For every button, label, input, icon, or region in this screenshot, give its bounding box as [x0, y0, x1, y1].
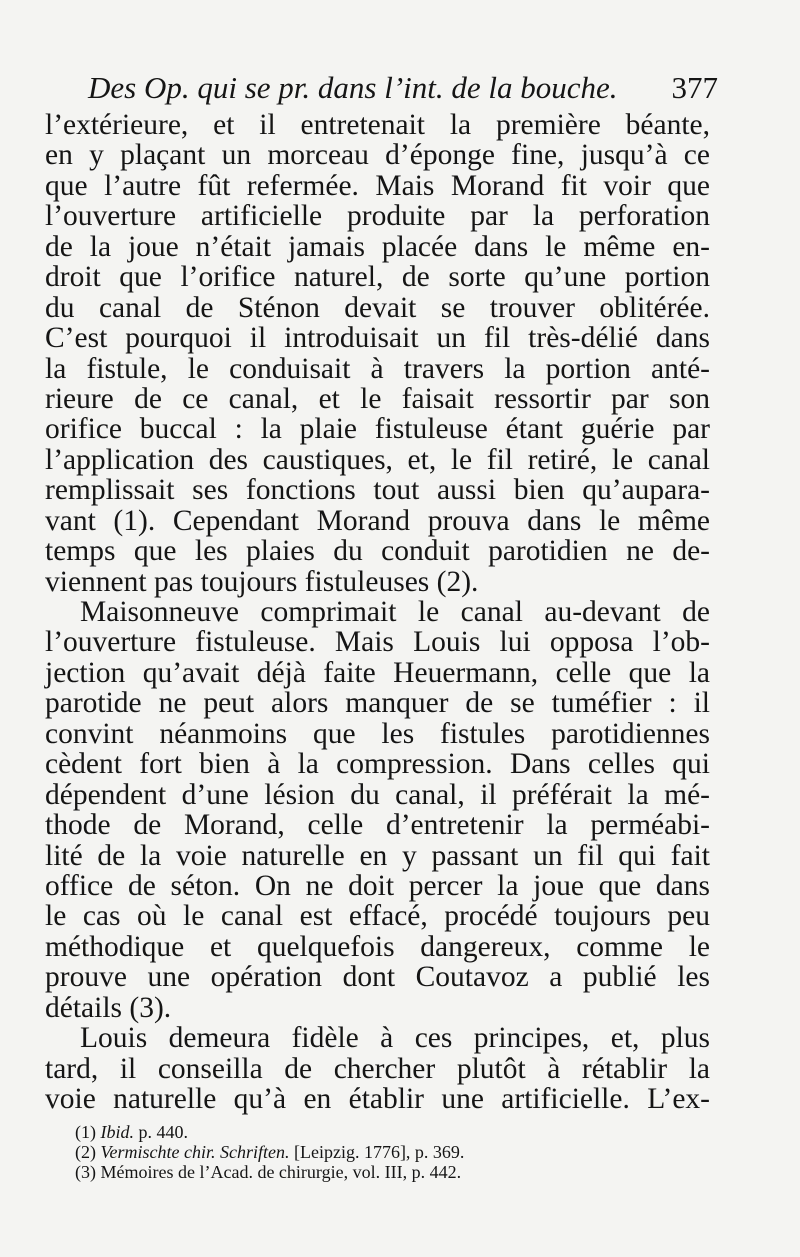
text-line: l’ouverture fistuleuse. Mais Louis lui opposa l’ob- [45, 626, 710, 659]
text-line: détails (3). [45, 991, 172, 1024]
text-line: thode de Morand, celle d’entretenir la perméabi- [45, 809, 710, 842]
footnote-mark: (2) [75, 1142, 96, 1162]
text-line: remplissait ses fonctions tout aussi bien qu’aupara- [45, 474, 710, 507]
footnote-text: p. 440. [134, 1122, 188, 1142]
text-line: jection qu’avait déjà faite Heuermann, celle que la [45, 656, 710, 689]
text-line: l’ouverture artificielle produite par la perforation [45, 200, 710, 233]
text-line: parotide ne peut alors manquer de se tuméfier : il [45, 687, 710, 720]
text-line: le cas où le canal est effacé, procédé toujours peu [45, 900, 710, 933]
body-text [45, 110, 710, 1114]
text-line: voie naturelle qu’à en établir une artificielle. L’ex- [45, 1083, 710, 1115]
footnote-title: Vermischte chir. Schriften. [100, 1142, 290, 1162]
text-line: dépendent d’une lésion du canal, il préférait la mé- [45, 778, 710, 811]
text-line: méthodique et quelquefois dangereux, comme le [45, 930, 710, 963]
footnote [75, 1142, 675, 1162]
text-line: en y plaçant un morceau d’éponge fine, jusqu’à ce [45, 139, 710, 172]
text-line: l’extérieure, et il entretenait la première béante, [45, 109, 710, 141]
footnote-text: Mémoires de l’Acad. de chirurgie, vol. III, p. 442. [100, 1162, 462, 1182]
text-line: de la joue n’était jamais placée dans le même en- [45, 230, 710, 263]
page-header [88, 70, 718, 106]
footnote [75, 1122, 675, 1142]
text-line: convint néanmoins que les fistules parotidiennes [45, 717, 710, 750]
footnote-text: [Leipzig. 1776], p. 369. [289, 1142, 465, 1162]
text-line: C’est pourquoi il introduisait un fil très-délié dans [45, 322, 710, 355]
text-line: tard, il conseilla de chercher plutôt à rétablir la [45, 1052, 710, 1085]
text-line: office de séton. On ne doit percer la joue que dans [45, 869, 710, 902]
text-line: la fistule, le conduisait à travers la portion anté- [45, 352, 710, 385]
text-line: temps que les plaies du conduit parotidien ne de- [45, 535, 710, 568]
text-line: du canal de Sténon devait se trouver oblitérée. [45, 291, 710, 324]
text-line: prouve une opération dont Coutavoz a publié les [45, 961, 710, 994]
footnote-title: Ibid. [100, 1122, 134, 1142]
running-title: Des Op. qui se pr. dans l’int. de la bouche. [88, 70, 618, 105]
text-line: que l’autre fût refermée. Mais Morand fit voir que [45, 169, 710, 202]
page-number: 377 [671, 70, 718, 105]
footnotes [75, 1122, 675, 1182]
text-line: Maisonneuve comprimait le canal au-devant de [80, 596, 710, 628]
text-line: vant (1). Cependant Morand prouva dans le même [45, 504, 710, 537]
text-line: lité de la voie naturelle en y passant un fil qui fait [45, 839, 710, 872]
text-line: orifice buccal : la plaie fistuleuse étant guérie par [45, 413, 710, 446]
footnote [75, 1162, 675, 1182]
text-line: viennent pas toujours fistuleuses (2). [45, 565, 479, 598]
text-line: droit que l’orifice naturel, de sorte qu’une portion [45, 261, 710, 294]
footnote-mark: (3) [75, 1162, 96, 1182]
text-line: cèdent fort bien à la compression. Dans celles qui [45, 748, 710, 781]
footnote-mark: (1) [75, 1122, 96, 1142]
text-line: rieure de ce canal, et le faisait ressortir par son [45, 382, 710, 415]
text-line: Louis demeura fidèle à ces principes, et, plus [80, 1022, 710, 1055]
text-line: l’application des caustiques, et, le fil retiré, le canal [45, 443, 710, 476]
